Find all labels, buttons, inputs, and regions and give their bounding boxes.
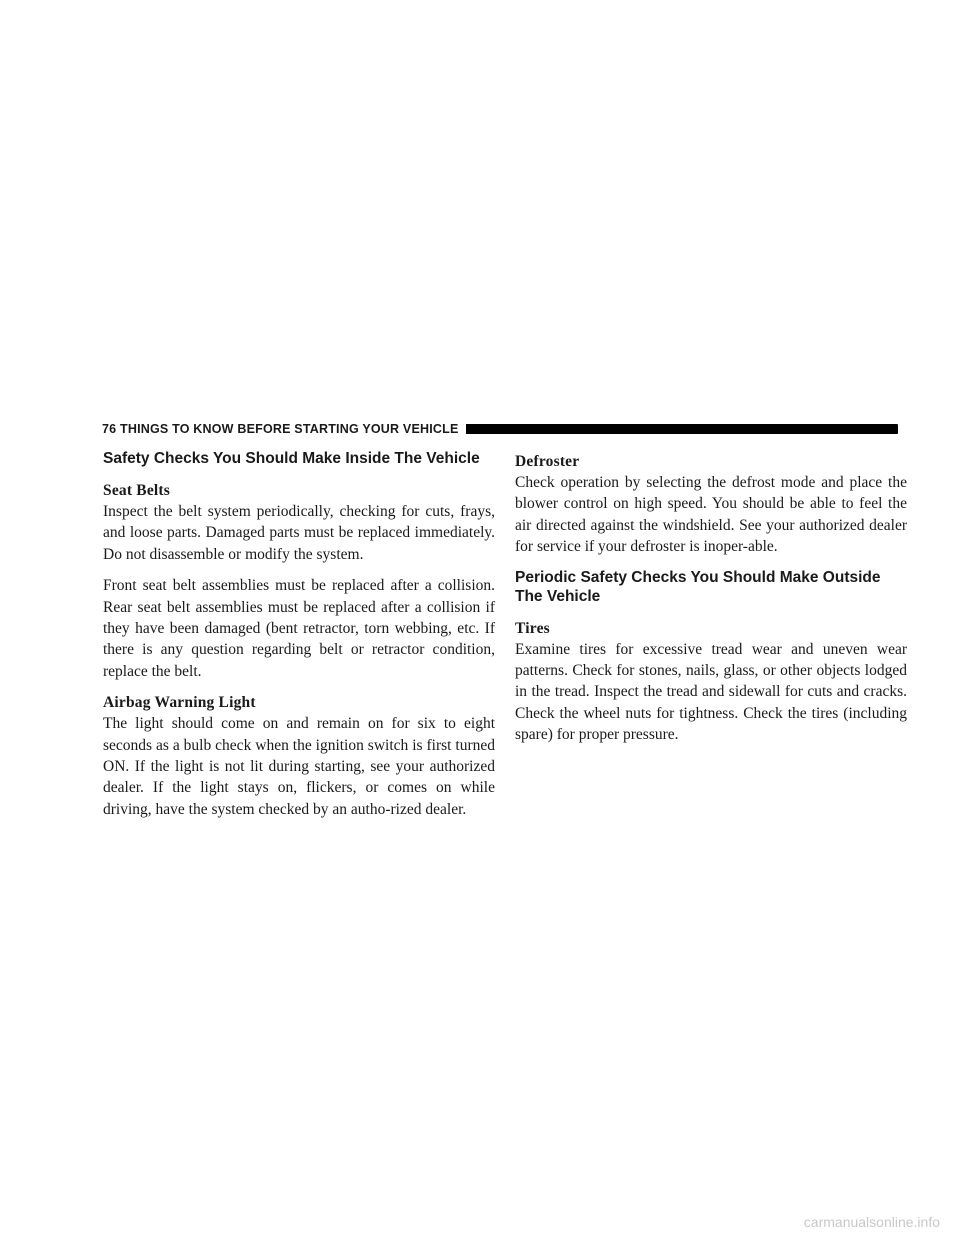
right-column (515, 451, 907, 756)
airbag-warning-paragraph: The light should come on and remain on for six to eight seconds as a bulb check when the ignition switch is first turned ON. If the light is not lit during starting, see your authorized dealer. If the light stays on, flickers, or comes on while driving, have the system checked by an autho-rized dealer. (103, 715, 495, 818)
seat-belts-title: Seat Belts (103, 482, 171, 499)
airbag-warning-title: Airbag Warning Light (103, 694, 256, 712)
defroster-title: Defroster (515, 453, 580, 470)
seat-belts-paragraph-2: Front seat belt assemblies must be replaced after a collision. Rear seat belt assemblies must be replaced after a collision if they have been damaged (bent retractor, torn webbing, etc. If there is any question regarding belt or retractor condition, replace the belt. (103, 577, 495, 680)
tires-title: Tires (515, 619, 550, 637)
inside-checks-heading: Safety Checks You Should Make Inside The Vehicle (103, 450, 480, 467)
footer-watermark: carmanualsonline.info (803, 1214, 940, 1230)
tires-paragraph: Examine tires for excessive tread wear and uneven wear patterns. Check for stones, nails, glass, or other objects lodged in the tread. Inspect the tread and sidewall for cuts and cracks. Check the wheel nuts for tightness. Check the tires (including spare) for proper pressure. (515, 640, 907, 744)
header-rule (466, 424, 898, 434)
defroster-paragraph: Check operation by selecting the defrost mode and place the blower control on high speed. You should be able to feel the air directed against the windshield. See your authorized dealer for service if your defroster is inoper-able. (515, 474, 907, 556)
page-number: 76 (102, 422, 117, 436)
page-header (102, 418, 898, 440)
header-text (102, 422, 458, 436)
left-column (103, 449, 495, 830)
section-title: THINGS TO KNOW BEFORE STARTING YOUR VEHICLE (120, 422, 459, 436)
outside-checks-heading: Periodic Safety Checks You Should Make Outside The Vehicle (515, 568, 881, 605)
seat-belts-paragraph-1: Inspect the belt system periodically, checking for cuts, frays, and loose parts. Damaged parts must be replaced immediately. Do not disassemble or modify the system. (103, 503, 495, 563)
